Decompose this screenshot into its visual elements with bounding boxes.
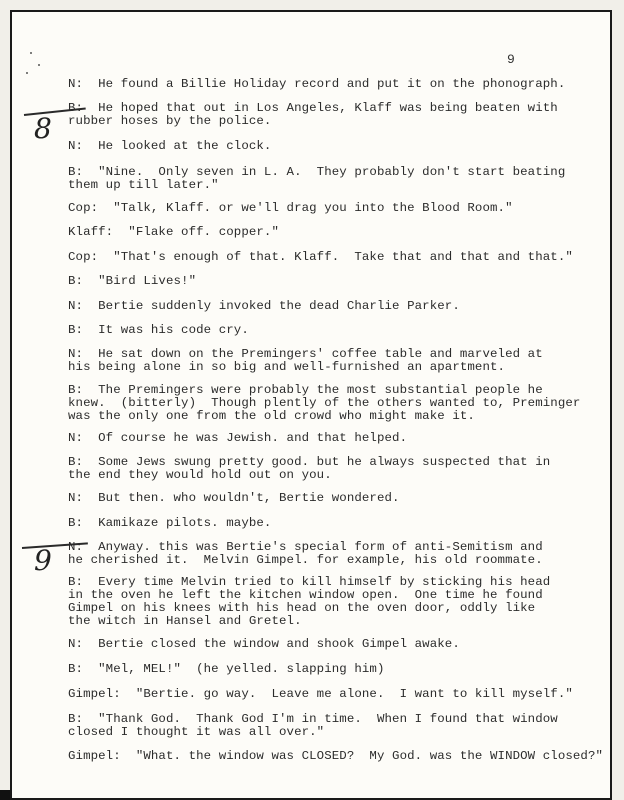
typed-line: Gimpel: "What. the window was CLOSED? My God. was the WINDOW closed?" bbox=[68, 749, 604, 763]
typed-line: B: Some Jews swung pretty good. but he always suspected that in bbox=[68, 455, 551, 469]
typed-line: N: Bertie closed the window and shook Gimpel awake. bbox=[68, 637, 460, 651]
typed-line: his being alone in so big and well-furnished an apartment. bbox=[68, 360, 506, 374]
typed-line: them up till later." bbox=[68, 178, 219, 192]
typed-line: N: But then. who wouldn't, Bertie wondered. bbox=[68, 491, 400, 505]
typed-line: rubber hoses by the police. bbox=[68, 114, 272, 128]
typed-line: was the only one from the old crowd who might make it. bbox=[68, 409, 475, 423]
typed-line: knew. (bitterly) Though plently of the others wanted to, Preminger bbox=[68, 396, 581, 410]
typed-line: he cherished it. Melvin Gimpel. for example, his old roommate. bbox=[68, 553, 543, 567]
typed-line: in the oven he left the kitchen window open. One time he found bbox=[68, 588, 543, 602]
typed-line: B: "Nine. Only seven in L. A. They probably don't start beating bbox=[68, 165, 566, 179]
typed-line: B: Kamikaze pilots. maybe. bbox=[68, 516, 272, 530]
typed-line: B: It was his code cry. bbox=[68, 323, 249, 337]
typed-line: the end they would hold out on you. bbox=[68, 468, 332, 482]
typed-line: N: Anyway. this was Bertie's special form of anti-Semitism and bbox=[68, 540, 543, 554]
typed-line: Klaff: "Flake off. copper." bbox=[68, 225, 279, 239]
punch-dot bbox=[30, 52, 32, 54]
typed-line: Cop: "That's enough of that. Klaff. Take that and that and that." bbox=[68, 250, 573, 264]
punch-dot bbox=[26, 72, 28, 74]
scan-corner bbox=[0, 790, 10, 800]
typed-line: Gimpel: "Bertie. go way. Leave me alone. I want to kill myself." bbox=[68, 687, 573, 701]
typed-line: B: "Mel, MEL!" (he yelled. slapping him) bbox=[68, 662, 385, 676]
typed-line: B: "Thank God. Thank God I'm in time. When I found that window bbox=[68, 712, 558, 726]
typed-line: N: He looked at the clock. bbox=[68, 139, 272, 153]
typed-line: Gimpel on his knees with his head on the oven door, oddly like bbox=[68, 601, 536, 615]
page-number: 9 bbox=[507, 52, 515, 67]
margin-mark-8: 8 bbox=[34, 112, 52, 145]
typed-line: N: Bertie suddenly invoked the dead Charlie Parker. bbox=[68, 299, 460, 313]
typed-line: the witch in Hansel and Gretel. bbox=[68, 614, 302, 628]
punch-dot bbox=[38, 64, 40, 66]
typescript-page bbox=[10, 10, 612, 800]
margin-mark-9: 9 bbox=[34, 544, 52, 577]
typed-line: N: He found a Billie Holiday record and put it on the phonograph. bbox=[68, 77, 566, 91]
typed-line: Cop: "Talk, Klaff. or we'll drag you into the Blood Room." bbox=[68, 201, 513, 215]
typed-line: B: The Premingers were probably the most substantial people he bbox=[68, 383, 543, 397]
typed-line: N: He sat down on the Premingers' coffee table and marveled at bbox=[68, 347, 543, 361]
typed-line: B: Every time Melvin tried to kill himself by sticking his head bbox=[68, 575, 551, 589]
typed-line: closed I thought it was all over." bbox=[68, 725, 325, 739]
typed-line: N: Of course he was Jewish. and that helped. bbox=[68, 431, 408, 445]
typed-line: B: "Bird Lives!" bbox=[68, 274, 197, 288]
typed-line: B: He hoped that out in Los Angeles, Klaff was being beaten with bbox=[68, 101, 558, 115]
